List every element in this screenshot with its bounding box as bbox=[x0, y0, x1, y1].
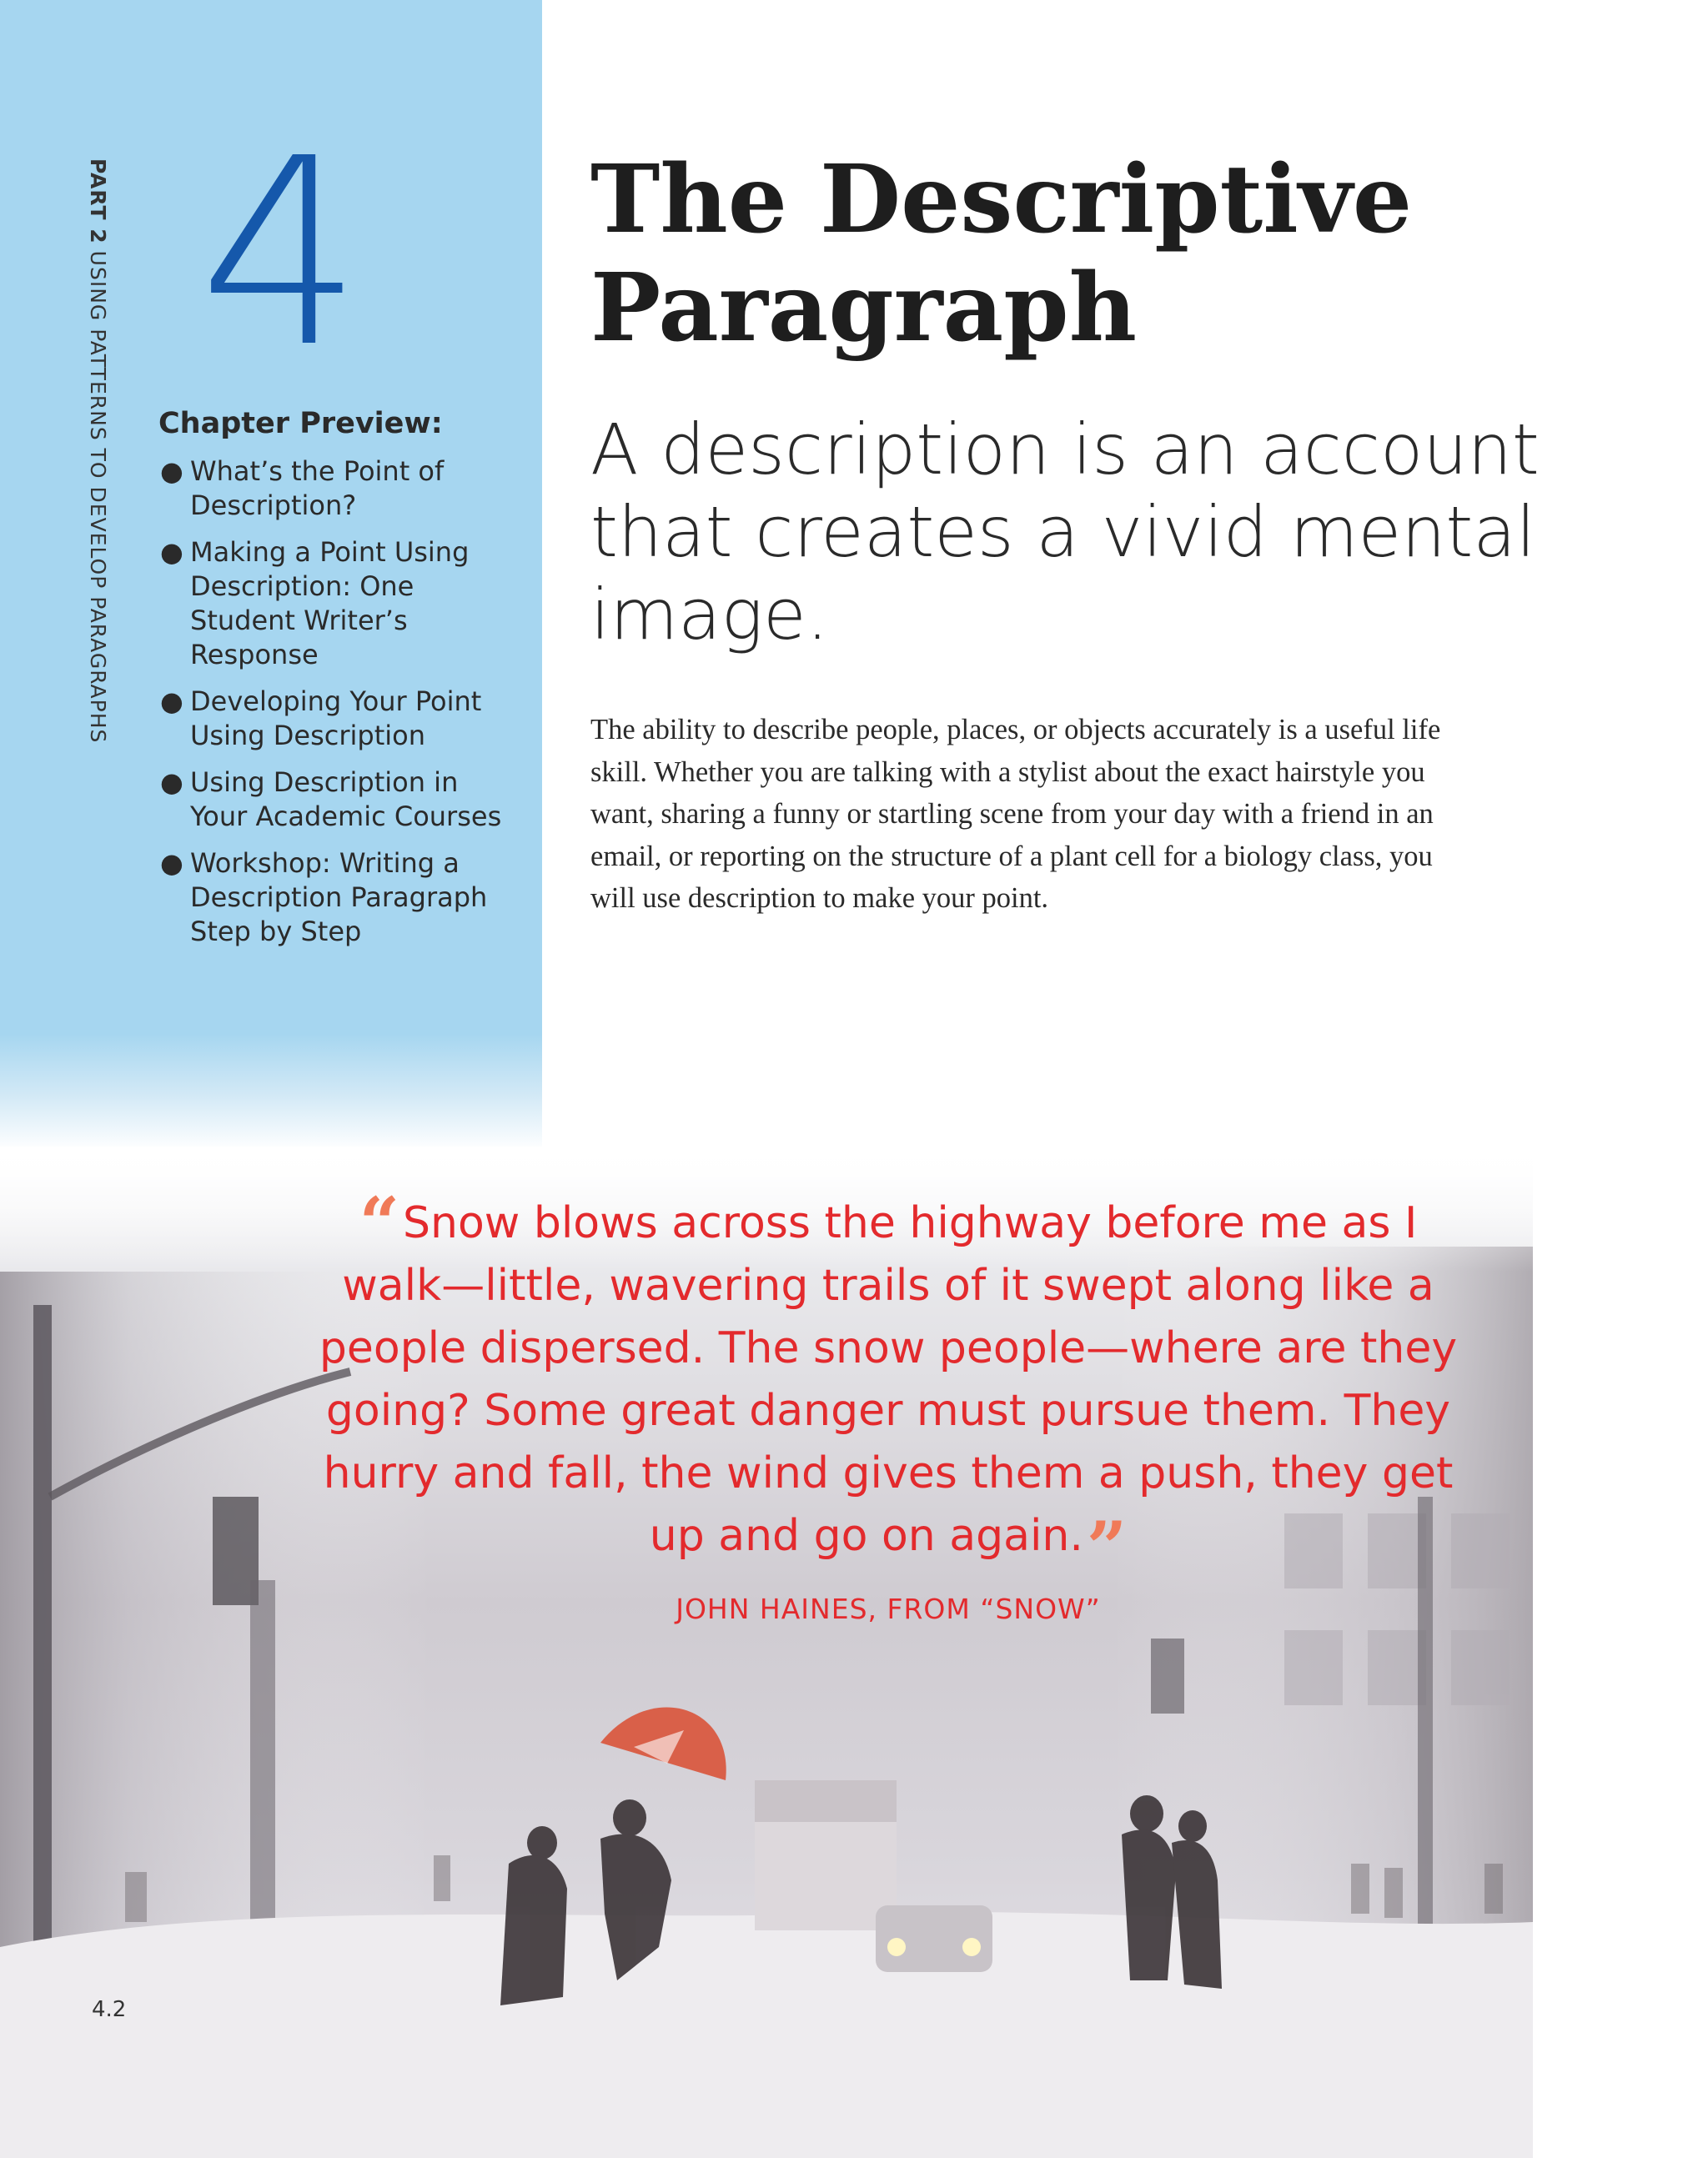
chapter-number: 4 bbox=[198, 103, 364, 404]
chapter-title: The Descriptive Paragraph bbox=[590, 145, 1413, 363]
chapter-preview-list bbox=[158, 454, 509, 961]
part-label-text: USING PATTERNS TO DEVELOP PARAGRAPHS bbox=[86, 250, 110, 744]
chapter-preview-heading: Chapter Preview: bbox=[158, 407, 443, 440]
close-quote-mark: ” bbox=[1086, 1506, 1128, 1588]
chapter-preview-item bbox=[158, 765, 509, 834]
chapter-preview-item-text: Workshop: Writing a Description Paragraph Step by Step bbox=[190, 847, 488, 947]
chapter-preview-item-text: Using Description in Your Academic Courses bbox=[190, 766, 502, 832]
bullet-icon: ● bbox=[160, 766, 183, 798]
intro-paragraph: The ability to describe people, places, or objects accurately is a useful life skill. Whether you are talking with a stylist about the exact hairstyle you want, sharing a funny or startling scene from your day with a friend in an email, or reporting on the structure of a plant cell for a biology class, you will use description to make your point. bbox=[590, 714, 1441, 914]
chapter-preview-item bbox=[158, 454, 509, 523]
chapter-preview-item-text: What’s the Point of Description? bbox=[190, 455, 445, 521]
bullet-icon: ● bbox=[160, 685, 183, 717]
chapter-preview-item bbox=[158, 535, 509, 672]
epigraph-quote-text: Snow blows across the highway before me as I walk—little, wavering trails of it swept along like a people dispersed. The snow people—where are they going? Some great danger must pursue them. They hurry and fall, the wind gives them a push, they get up and go on again. bbox=[319, 1198, 1458, 1561]
chapter-sidebar bbox=[0, 0, 542, 1151]
bullet-icon: ● bbox=[160, 455, 183, 487]
chapter-tagline: A description is an account that creates a vivid mental image. bbox=[590, 409, 1540, 655]
quote-attribution: JOHN HAINES, FROM “SNOW” bbox=[676, 1593, 1101, 1625]
bullet-icon: ● bbox=[160, 536, 183, 568]
chapter-preview-item-text: Developing Your Point Using Description bbox=[190, 685, 482, 751]
chapter-preview-item bbox=[158, 846, 509, 949]
part-label bbox=[86, 158, 110, 743]
epigraph-quote bbox=[317, 1182, 1459, 1588]
part-label-strong: PART 2 bbox=[86, 158, 110, 244]
page-number: 4.2 bbox=[92, 1997, 127, 2022]
open-quote-mark: “ bbox=[359, 1182, 400, 1264]
chapter-preview-item bbox=[158, 685, 509, 753]
chapter-preview-item-text: Making a Point Using Description: One Student Writer’s Response bbox=[190, 536, 470, 670]
bullet-icon: ● bbox=[160, 847, 183, 879]
